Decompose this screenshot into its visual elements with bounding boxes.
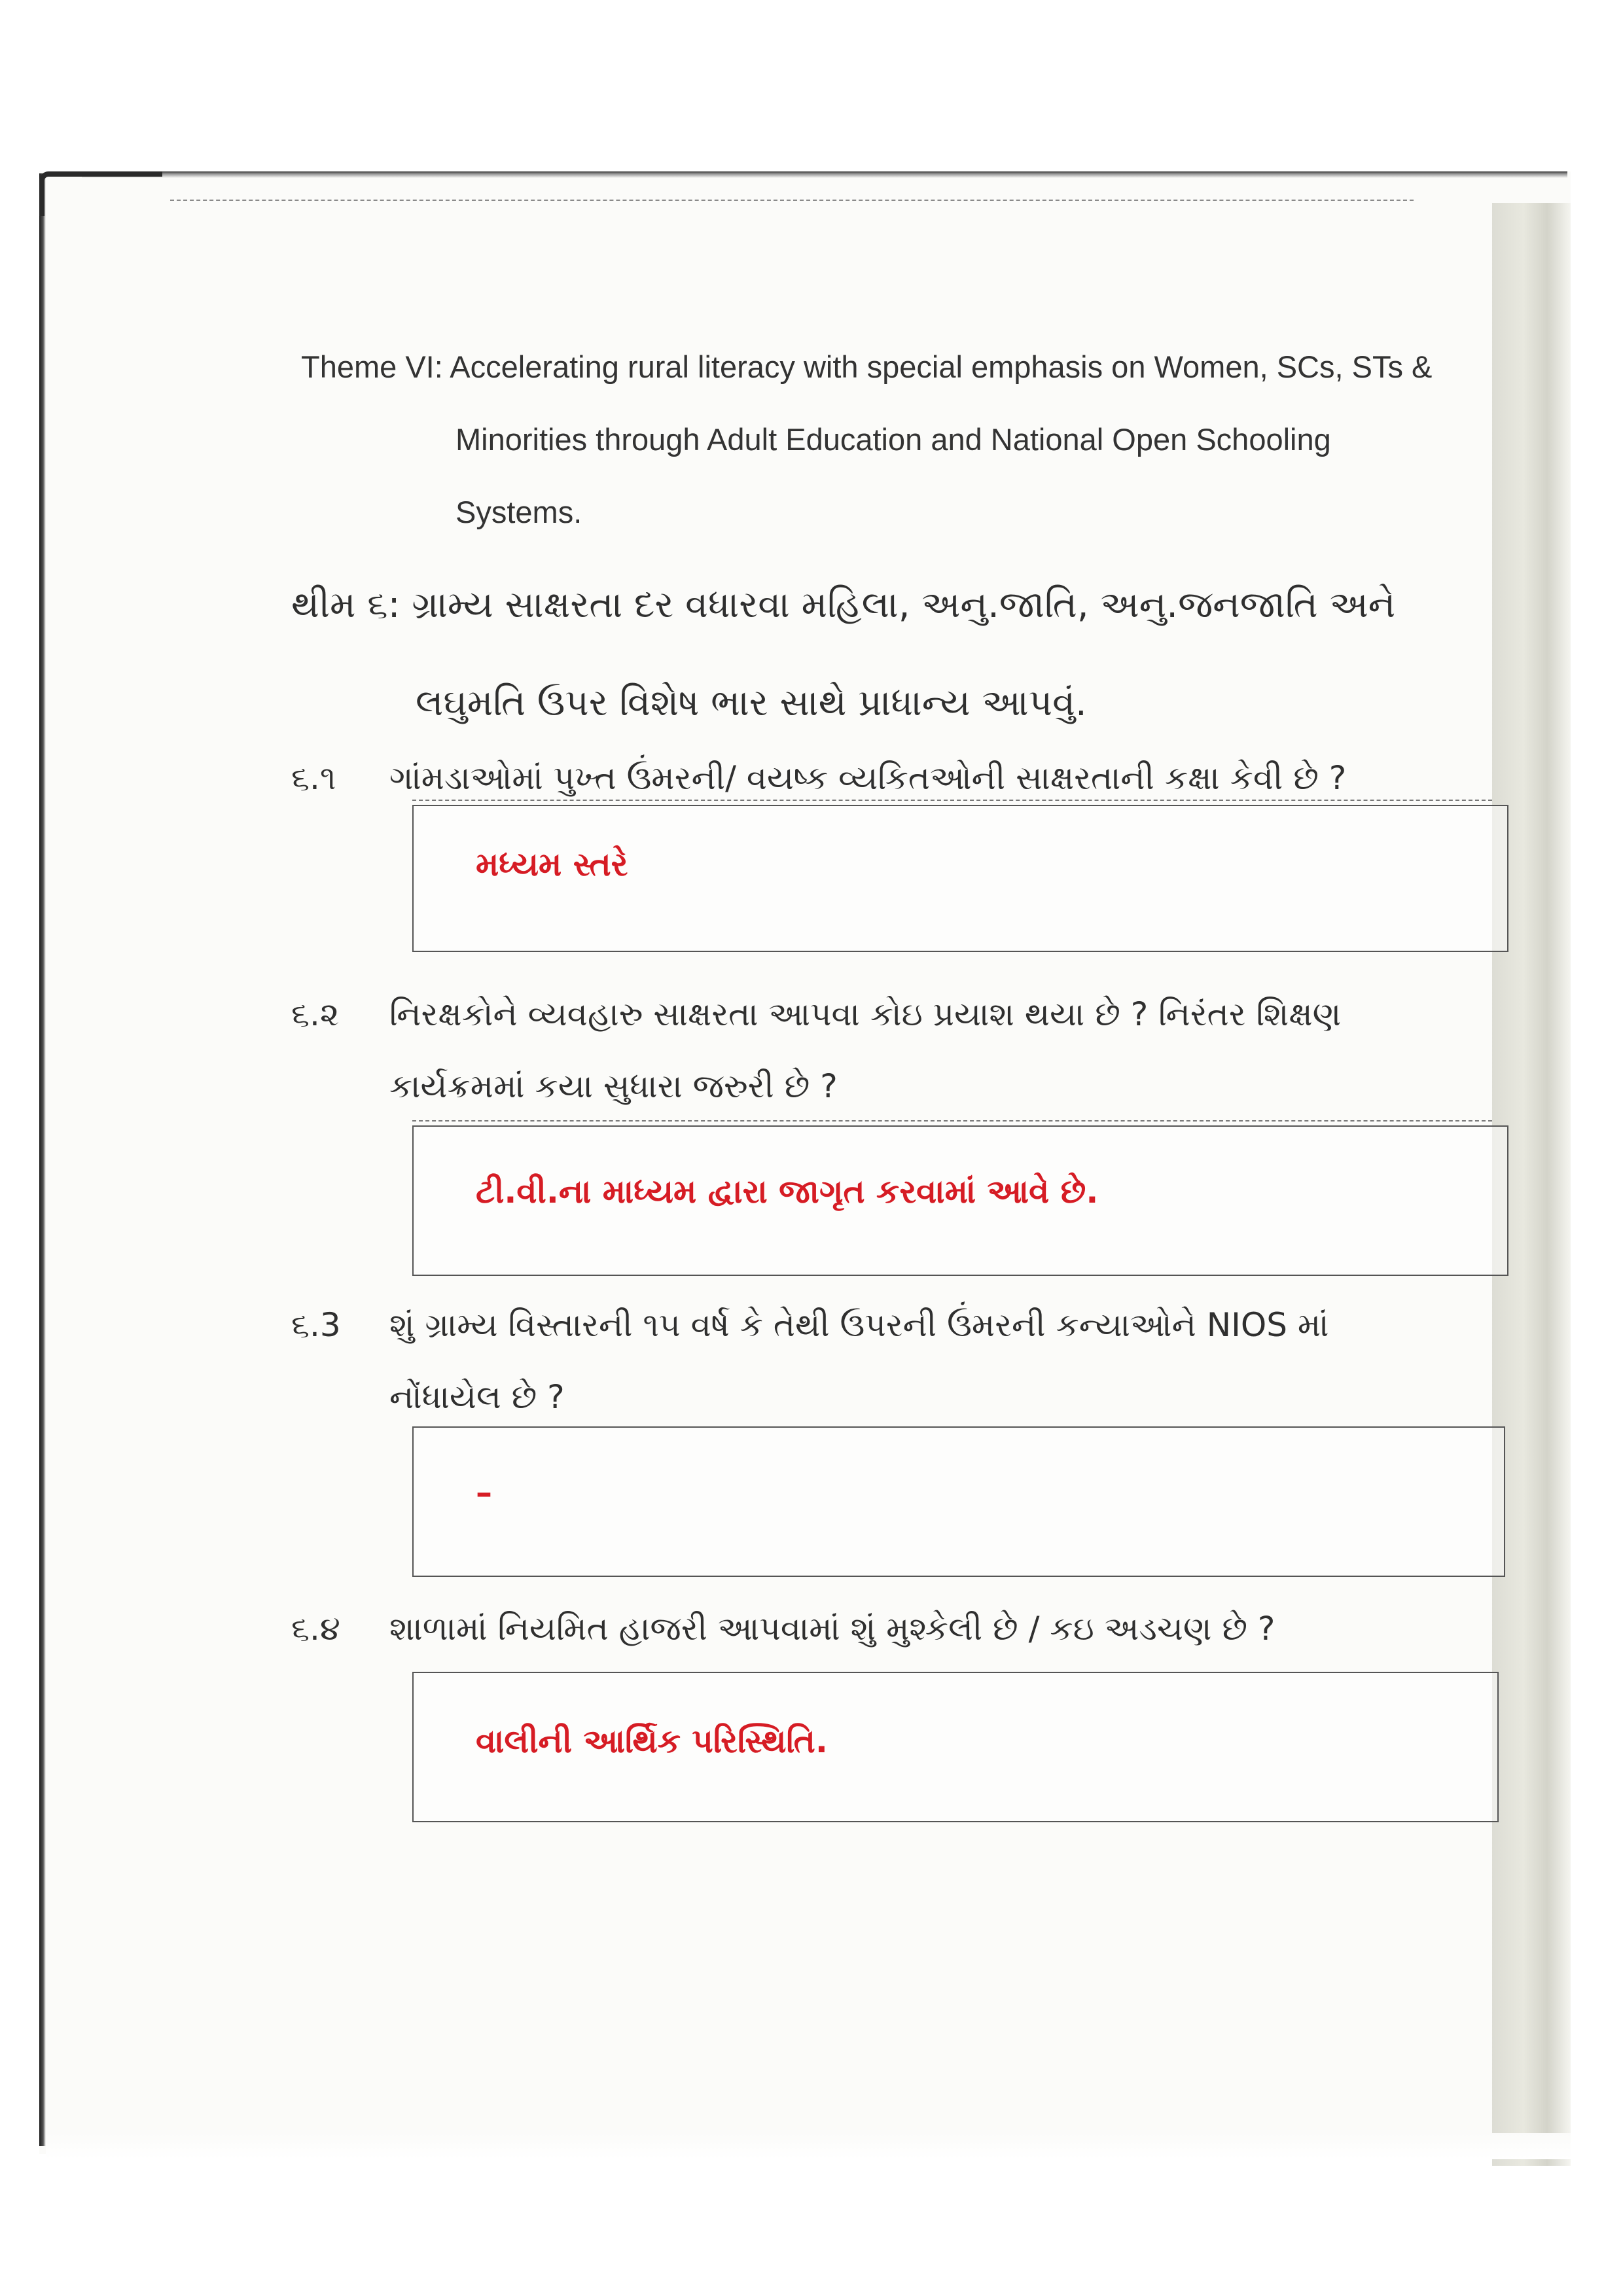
answer-box-6-3	[412, 1426, 1505, 1577]
theme-heading-english	[301, 330, 1479, 548]
page-corner-fold	[39, 171, 162, 216]
answer-text: ટી.વી.ના માધ્યમ દ્વારા જાગૃત કરવામાં આવે છે.	[476, 1173, 1099, 1210]
question-text-line-1: નિરક્ષકોને વ્યવહારુ સાક્ષરતા આપવા કોઇ પ્રયાશ થયા છે ? નિરંતર શિક્ષણ	[389, 995, 1342, 1033]
question-text-line-2: કાર્યક્રમમાં કયા સુધારા જરુરી છે ?	[389, 1067, 838, 1105]
theme-english-line-1: Theme VI: Accelerating rural literacy with special emphasis on Women, SCs, STs &	[301, 349, 1433, 384]
page-bottom-edge	[46, 2133, 1571, 2159]
page-left-edge	[39, 173, 46, 2146]
question-6-3	[291, 1299, 1482, 1423]
question-text: શાળામાં નિયમિત હાજરી આપવામાં શું મુશ્કેલી છે / કઇ અડચણ છે ?	[389, 1610, 1275, 1648]
question-text-line-1: શું ગ્રામ્ય વિસ્તારની ૧૫ વર્ષ કે તેથી ઉપરની ઉંમરની કન્યાઓને NIOS માં	[389, 1306, 1329, 1344]
question-text: ગાંમડાઓમાં પુખ્ત ઉંમરની/ વયષ્ક વ્યકિતઓની સાક્ષરતાની કક્ષા કેવી છે ?	[389, 759, 1347, 797]
answer-text: વાલીની આર્થિક પરિસ્થિતિ.	[476, 1722, 828, 1760]
theme-english-line-3: Systems.	[455, 495, 582, 529]
answer-text: –	[476, 1474, 492, 1511]
page-top-dashed-line	[170, 200, 1414, 201]
question-text-line-2: નોંધાયેલ છે ?	[389, 1378, 565, 1416]
answer-text: મધ્યમ સ્તરે	[476, 845, 628, 883]
question-number: ૬.૨	[291, 995, 340, 1033]
question-6-1	[291, 759, 1482, 798]
answer-box-top-rule	[412, 800, 1492, 801]
answer-box-6-4	[412, 1672, 1499, 1822]
question-6-4	[291, 1610, 1482, 1648]
answer-box-top-rule	[412, 1120, 1492, 1122]
answer-box-6-2	[412, 1125, 1508, 1276]
question-number: ૬.3	[291, 1306, 341, 1344]
theme-english-line-2: Minorities through Adult Education and National Open Schooling	[455, 422, 1331, 457]
theme-gujarati-line-1: થીમ ૬: ગ્રામ્ય સાક્ષરતા દર વધારવા મહિલા, અનુ.જાતિ, અનુ.જનજાતિ અને	[291, 584, 1396, 626]
answer-box-6-1	[412, 805, 1508, 952]
question-6-2	[291, 988, 1482, 1112]
theme-heading-gujarati	[291, 556, 1469, 752]
page-top-edge	[82, 171, 1567, 178]
question-number: ૬.૪	[291, 1610, 340, 1648]
question-number: ૬.૧	[291, 759, 336, 797]
theme-gujarati-line-2: લઘુમતિ ઉપર વિશેષ ભાર સાથે પ્રાધાન્ય આપવું.	[416, 682, 1087, 724]
